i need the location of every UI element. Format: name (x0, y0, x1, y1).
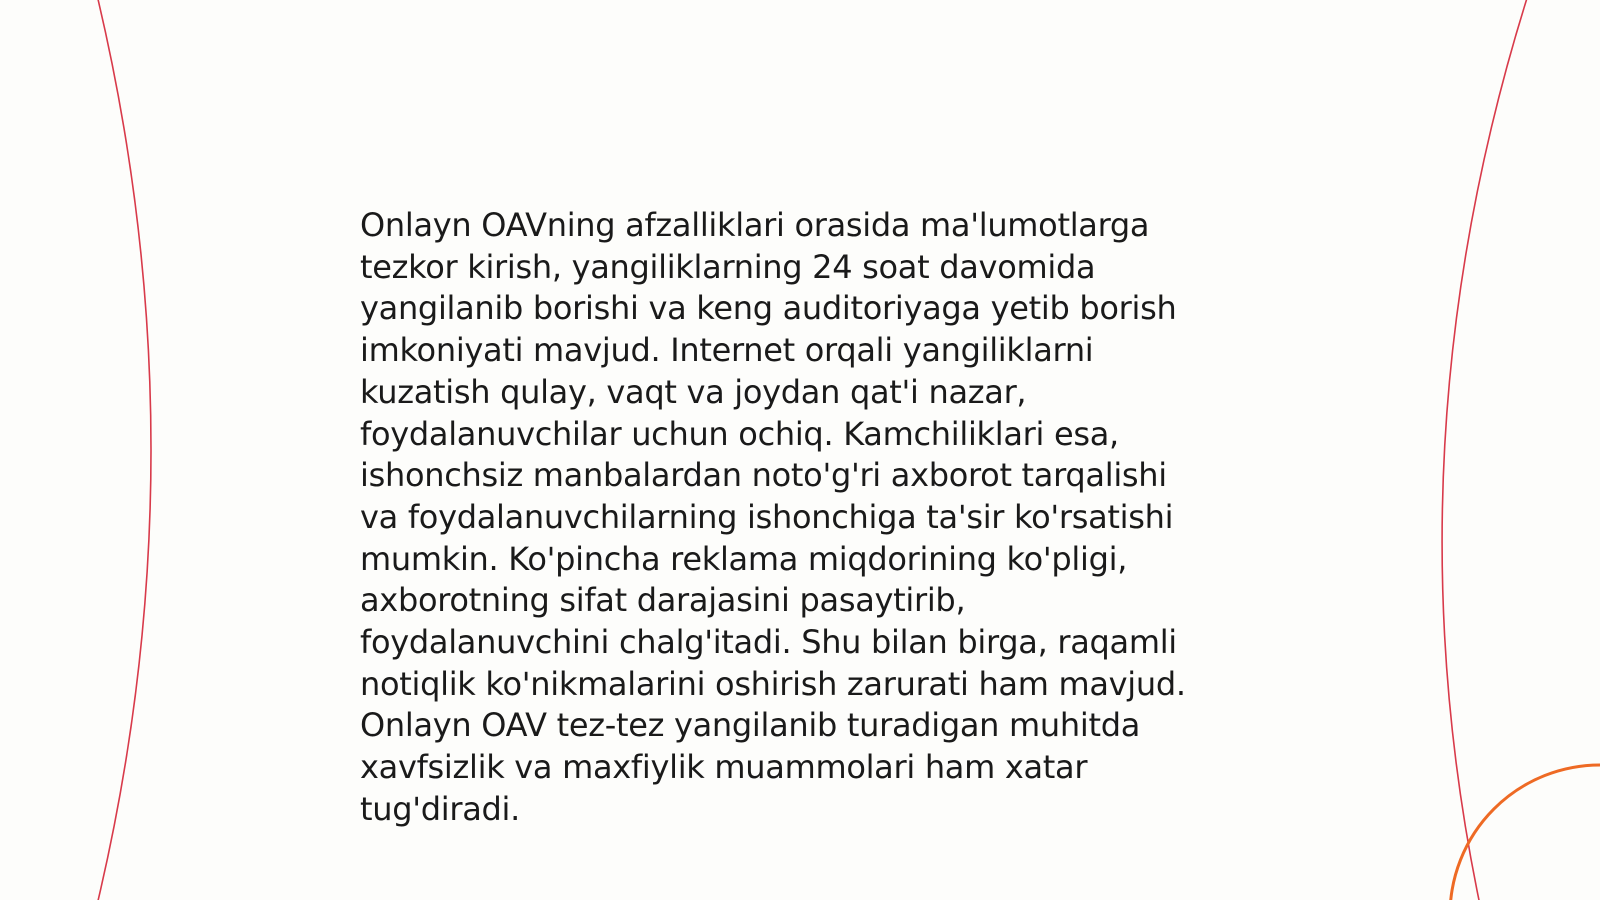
left-curve-line (97, 0, 151, 900)
right-curve-line (1442, 0, 1528, 900)
slide-body-text: Onlayn OAVning afzalliklari orasida ma'lumotlarga tezkor kirish, yangiliklarning 24 soat davomida yangilanib borishi va keng auditoriyaga yetib borish imkoniyati mavjud. Internet orqali yangiliklarni kuzatish qulay, vaqt va joydan qat'i nazar, foydalanuvchilar uchun ochiq. Kamchiliklari esa, ishonchsiz manbalardan noto'g'ri axborot tarqalishi va foydalanuvchilarning ishonchiga ta'sir ko'rsatishi mumkin. Ko'pincha reklama miqdorining ko'pligi, axborotning sifat darajasini pasaytirib, foydalanuvchini chalg'itadi. Shu bilan birga, raqamli notiqlik ko'nikmalarini oshirish zarurati ham mavjud. Onlayn OAV tez-tez yangilanib turadigan muhitda xavfsizlik va maxfiylik muammolari ham xatar tug'diradi. (360, 206, 1186, 828)
orange-accent-circle (1450, 765, 1600, 900)
